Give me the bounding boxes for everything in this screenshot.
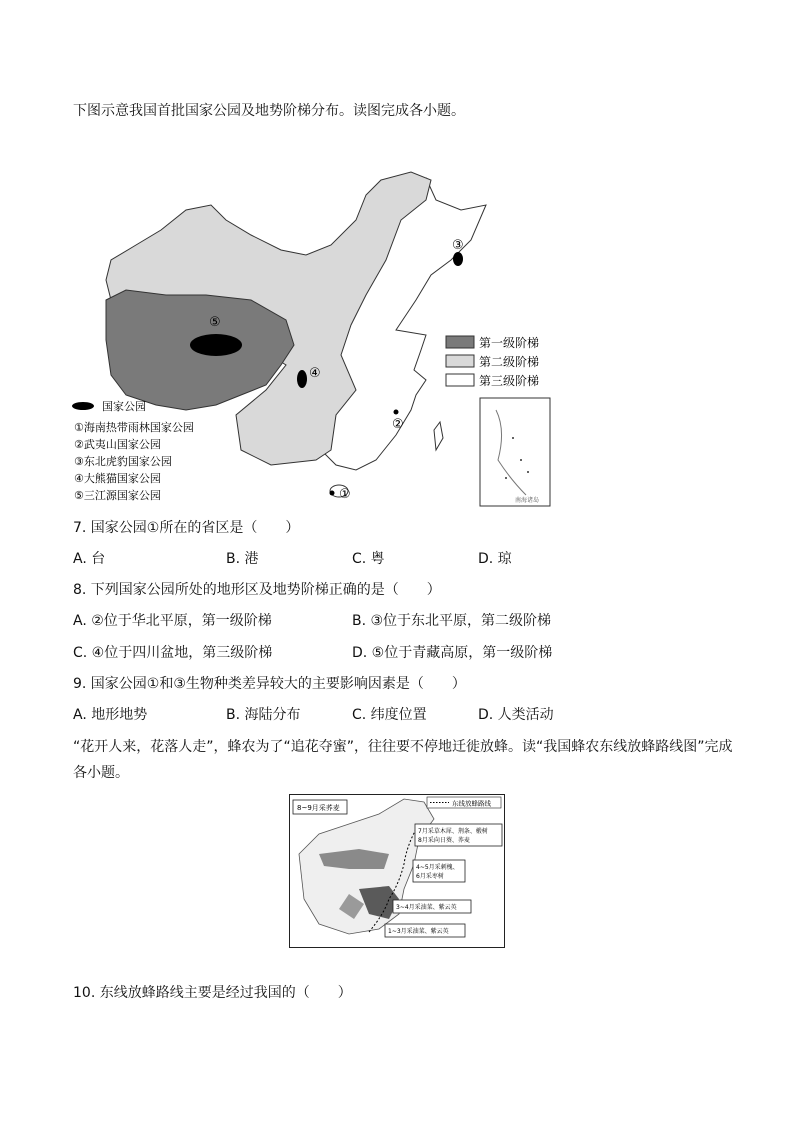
q9-option-d[interactable]: D. 人类活动 xyxy=(478,707,554,723)
q7-stem: 7. 国家公园①所在的省区是（ ） xyxy=(73,520,300,536)
q9-option-c[interactable]: C. 纬度位置 xyxy=(352,707,427,723)
park-list-5: ⑤三江源国家公园 xyxy=(74,489,161,502)
q8-option-c[interactable]: C. ④位于四川盆地，第三级阶梯 xyxy=(73,645,273,661)
marker-4: ④ xyxy=(309,366,321,381)
q7-option-d[interactable]: D. 琼 xyxy=(478,551,512,567)
label-apr-jun-line2: 6月采枣树 xyxy=(416,873,444,880)
q7-option-b[interactable]: B. 港 xyxy=(226,551,259,567)
label-jul-aug-line1: 7月采草木犀、荆条、椴树 xyxy=(418,828,488,835)
q8-stem: 8. 下列国家公园所处的地形区及地势阶梯正确的是（ ） xyxy=(73,582,441,598)
intro-text: 下图示意我国首批国家公园及地势阶梯分布。读图完成各小题。 xyxy=(73,103,465,119)
label-jan-mar: 1~3月采油菜、紫云英 xyxy=(388,928,449,935)
park-list-3: ③东北虎豹国家公园 xyxy=(74,455,172,468)
legend-swatch-step1 xyxy=(446,336,474,348)
q9-stem: 9. 国家公园①和③生物种类差异较大的主要影响因素是（ ） xyxy=(73,676,466,692)
south-sea-inset xyxy=(480,398,550,506)
q7-option-a[interactable]: A. 台 xyxy=(73,551,106,567)
terrain-steps-map xyxy=(66,160,566,510)
legend-step1: 第一级阶梯 xyxy=(479,336,540,350)
intro2-text: “花开人来，花落人走”，蜂农为了“追花夺蜜”，往往要不停地迁徙放蜂。读“我国蜂农东线放蜂路线图”完成各小题。 xyxy=(73,739,733,781)
park-legend-symbol xyxy=(72,402,94,410)
q9-option-b[interactable]: B. 海陆分布 xyxy=(226,707,301,723)
q10-stem: 10. 东线放蜂路线主要是经过我国的（ ） xyxy=(73,985,352,1001)
q8-option-a[interactable]: A. ②位于华北平原，第一级阶梯 xyxy=(73,613,272,629)
q7-option-c[interactable]: C. 粤 xyxy=(352,551,385,567)
label-mar-apr: 3~4月采油菜、紫云英 xyxy=(396,904,457,911)
legend-swatch-step2 xyxy=(446,355,474,367)
q8-option-d[interactable]: D. ⑤位于青藏高原，第一级阶梯 xyxy=(352,645,553,661)
marker-1: ① xyxy=(339,487,351,502)
marker-2: ② xyxy=(392,417,404,432)
marker-5: ⑤ xyxy=(209,315,221,330)
inset-note: 南海诸岛 xyxy=(515,497,540,504)
label-jul-aug-line2: 8月采向日葵、荞麦 xyxy=(418,837,470,844)
beekeeping-route-map xyxy=(289,794,505,948)
legend-step3: 第三级阶梯 xyxy=(479,374,540,388)
marker-3: ③ xyxy=(452,238,464,253)
park-list-1: ①海南热带雨林国家公园 xyxy=(74,421,194,434)
legend-swatch-step3 xyxy=(446,374,474,386)
park-list-2: ②武夷山国家公园 xyxy=(74,438,161,451)
q8-option-b[interactable]: B. ③位于东北平原，第二级阶梯 xyxy=(352,613,552,629)
park-legend-label: 国家公园 xyxy=(102,400,146,413)
park-list-4: ④大熊猫国家公园 xyxy=(74,472,161,485)
q9-option-a[interactable]: A. 地形地势 xyxy=(73,707,148,723)
legend-step2: 第二级阶梯 xyxy=(479,355,540,369)
label-apr-jun-line1: 4~5月采刺槐、 xyxy=(416,864,459,871)
route-legend: 东线放蜂路线 xyxy=(452,799,491,808)
label-aug-sep: 8~9月采荞麦 xyxy=(297,804,340,812)
